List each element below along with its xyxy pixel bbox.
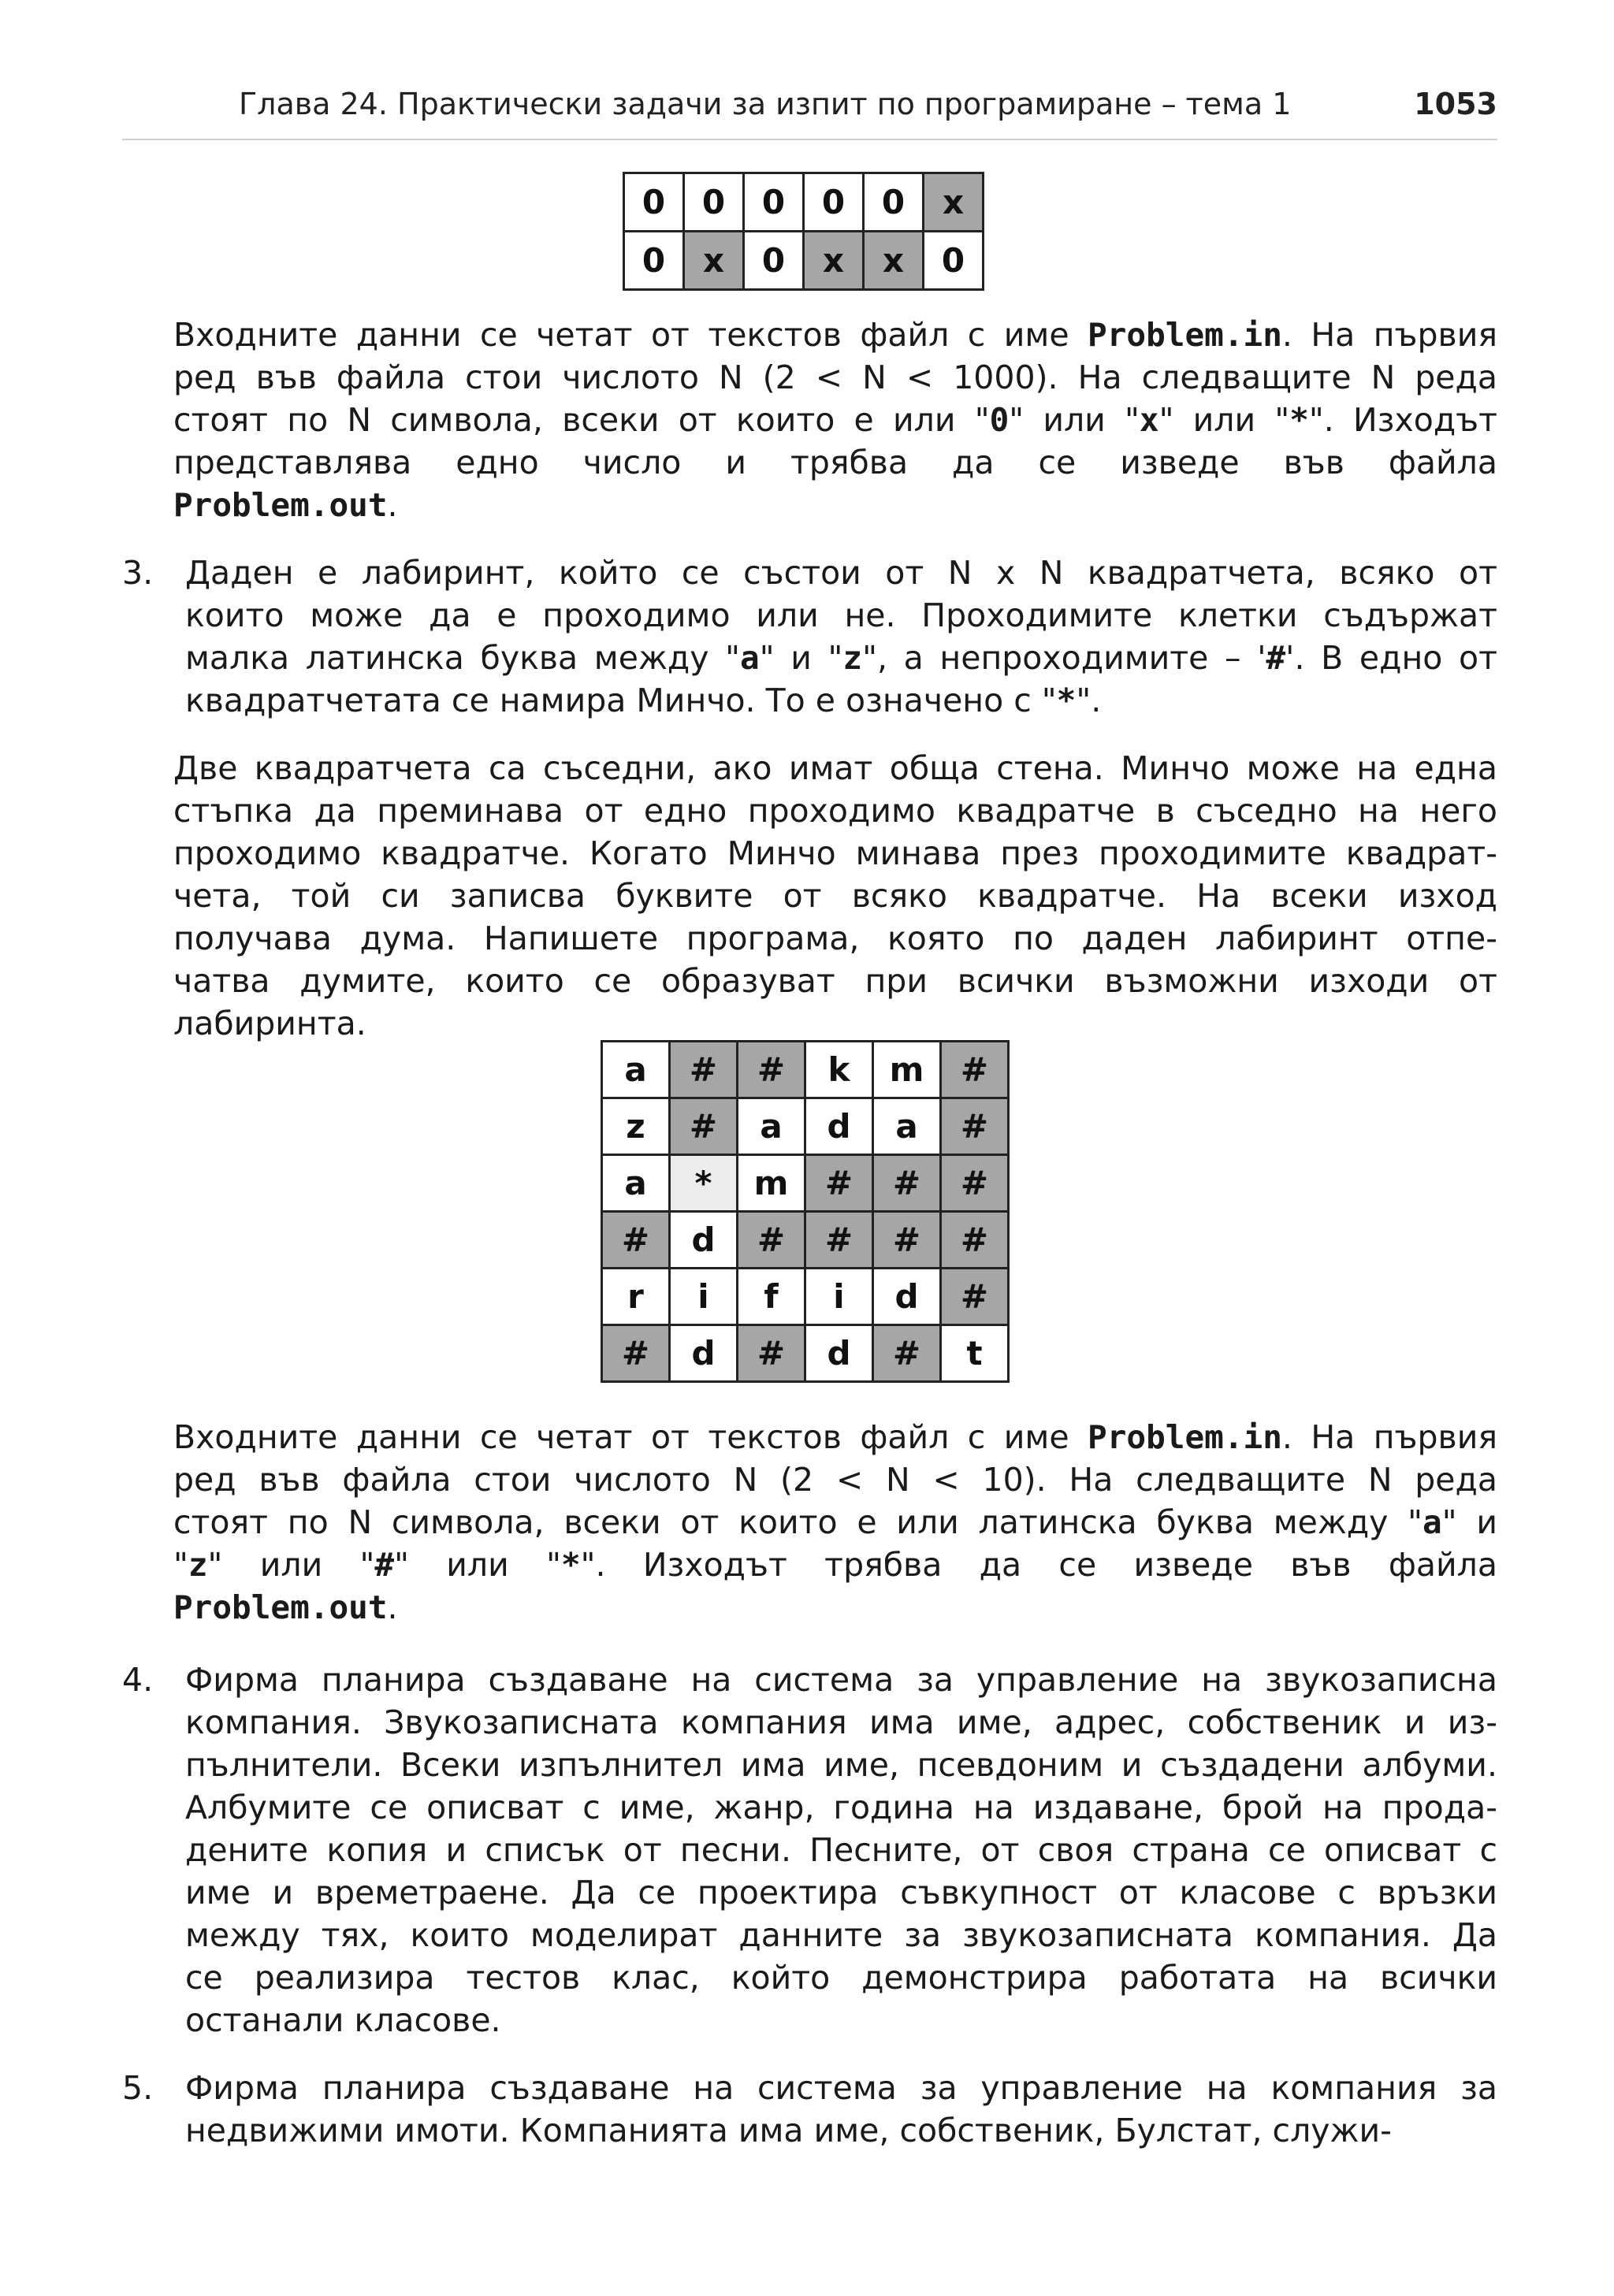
text-line xyxy=(185,1829,1497,1871)
text-line xyxy=(173,875,1497,917)
page-header xyxy=(122,82,1497,129)
grid-cell: x xyxy=(864,232,924,290)
text-line xyxy=(185,594,1497,637)
grid-cell: m xyxy=(873,1042,941,1098)
grid-cell: # xyxy=(670,1098,738,1155)
text-segment: . На първия xyxy=(1281,1418,1498,1456)
grid-cell: # xyxy=(941,1155,1009,1212)
grid-cell: 0 xyxy=(744,232,804,290)
text-segment: дените копия и списък от песни. Песните, от своя страна се описват с xyxy=(185,1831,1497,1869)
grid-cell: 0 xyxy=(744,173,804,232)
grid-cell: x xyxy=(684,232,744,290)
text-segment: " или " xyxy=(1009,401,1140,439)
grid-row xyxy=(624,232,984,290)
text-segment: '. В едно от xyxy=(1285,639,1497,677)
code-token: 0 xyxy=(989,401,1010,439)
text-line xyxy=(173,832,1497,875)
grid-cell: z xyxy=(602,1098,670,1155)
list-item-text xyxy=(185,552,1497,722)
code-token: Problem.in xyxy=(1088,316,1282,354)
text-segment: ". xyxy=(1076,682,1102,719)
list-item-number: 3. xyxy=(122,554,154,592)
grid-cell: # xyxy=(602,1325,670,1382)
code-token: Problem.in xyxy=(1088,1418,1282,1456)
grid-cell: 0 xyxy=(624,173,684,232)
text-segment: лабиринта. xyxy=(173,1005,366,1042)
text-line xyxy=(173,960,1497,1002)
text-line xyxy=(185,1914,1497,1956)
text-segment: " xyxy=(173,1546,188,1584)
page-number: 1053 xyxy=(1414,87,1497,121)
text-segment: останали класове. xyxy=(185,2001,501,2039)
text-segment: . xyxy=(387,1588,398,1626)
text-segment: ред във файла стои числото N (2 < N < 10). На следващите N реда xyxy=(173,1461,1497,1499)
code-token: z xyxy=(842,639,863,677)
grid-cell: a xyxy=(738,1098,805,1155)
grid-row xyxy=(602,1212,1009,1269)
grid-cell: 0 xyxy=(864,173,924,232)
code-token: # xyxy=(1266,639,1286,677)
grid-cell: # xyxy=(941,1098,1009,1155)
grid-cell: a xyxy=(602,1042,670,1098)
code-token: Problem.out xyxy=(173,1588,388,1626)
text-segment: стъпка да преминава от едно проходимо квадратче в съседно на него xyxy=(173,792,1497,830)
text-line xyxy=(185,2109,1497,2152)
text-segment: " и xyxy=(1441,1503,1497,1541)
text-segment: ". Изходът трябва да се изведе във файла xyxy=(580,1546,1498,1584)
text-segment: Фирма планира създаване на система за управление на звукозаписна xyxy=(185,1661,1497,1699)
grid-cell: # xyxy=(941,1042,1009,1098)
text-line xyxy=(173,1416,1497,1458)
grid-cell: # xyxy=(805,1212,873,1269)
text-line xyxy=(185,1786,1497,1829)
text-line xyxy=(173,917,1497,960)
text-segment: . На първия xyxy=(1281,316,1498,354)
text-segment: . xyxy=(387,486,398,524)
chapter-title: Глава 24. Практически задачи за изпит по програмиране – тема 1 xyxy=(239,87,1292,121)
text-segment: стоят по N символа, всеки от които е или латинска буква между " xyxy=(173,1503,1423,1541)
grid-row xyxy=(602,1098,1009,1155)
text-line xyxy=(173,1501,1497,1544)
grid-cell: # xyxy=(941,1269,1009,1325)
grid-cell: # xyxy=(670,1042,738,1098)
grid-cell: # xyxy=(805,1155,873,1212)
text-segment: представлява едно число и трябва да се изведе във файла xyxy=(173,444,1497,481)
text-line xyxy=(173,484,1497,526)
text-line xyxy=(185,552,1497,594)
text-segment: чатва думите, които се образуват при всички възможни изходи от xyxy=(173,962,1497,1000)
grid-row xyxy=(602,1325,1009,1382)
text-line xyxy=(185,637,1497,679)
grid-row xyxy=(602,1155,1009,1212)
maze-grid-example xyxy=(601,1040,1010,1383)
list-item-number: 5. xyxy=(122,2069,154,2107)
grid-cell: i xyxy=(805,1269,873,1325)
code-token: a xyxy=(740,639,760,677)
text-segment: се реализира тестов клас, който демонстрира работата на всички xyxy=(185,1959,1497,1997)
grid-cell: * xyxy=(670,1155,738,1212)
grid-cell: # xyxy=(873,1325,941,1382)
text-line xyxy=(185,2067,1497,2109)
grid-cell: 0 xyxy=(684,173,744,232)
grid-cell: # xyxy=(602,1212,670,1269)
code-token: * xyxy=(1289,401,1309,439)
code-token: * xyxy=(1056,682,1077,719)
text-segment: проходимо квадратче. Когато Минчо минава през проходимите квадрат- xyxy=(173,834,1497,872)
text-segment: " и " xyxy=(759,639,843,677)
code-token: x xyxy=(1139,401,1159,439)
text-line xyxy=(173,1458,1497,1501)
grid-cell: 0 xyxy=(624,232,684,290)
text-line xyxy=(185,679,1497,722)
grid-cell: # xyxy=(873,1155,941,1212)
text-line xyxy=(185,1956,1497,1999)
text-segment: недвижими имоти. Компанията има име, собственик, Булстат, служи- xyxy=(185,2112,1392,2149)
text-line xyxy=(185,1744,1497,1786)
text-line xyxy=(185,1999,1497,2042)
code-token: a xyxy=(1422,1503,1442,1541)
grid-cell: # xyxy=(738,1042,805,1098)
text-line xyxy=(173,1002,1497,1045)
text-line xyxy=(173,747,1497,789)
grid-row xyxy=(602,1269,1009,1325)
text-segment: ", а непроходимите – ' xyxy=(862,639,1266,677)
grid-cell: x xyxy=(924,173,984,232)
text-segment: Даден е лабиринт, който се състои от N x N квадратчета, всяко от xyxy=(185,554,1497,592)
text-line xyxy=(185,1659,1497,1701)
text-line xyxy=(185,1871,1497,1914)
text-line xyxy=(173,1586,1497,1629)
text-segment: " или " xyxy=(207,1546,375,1584)
text-segment: " или " xyxy=(1158,401,1290,439)
text-segment: Две квадратчета са съседни, ако имат обща стена. Минчо може на една xyxy=(173,749,1497,787)
grid-cell: d xyxy=(805,1098,873,1155)
text-segment: получава дума. Напишете програма, която по даден лабиринт отпе- xyxy=(173,920,1497,957)
text-segment: Фирма планира създаване на система за управление на компания за xyxy=(185,2069,1497,2107)
grid-cell: # xyxy=(738,1325,805,1382)
grid-cell: a xyxy=(602,1155,670,1212)
paragraph-maze-description xyxy=(173,747,1497,1045)
paragraph-input-description-1 xyxy=(173,314,1497,526)
binary-grid-example xyxy=(623,172,984,291)
grid-cell: # xyxy=(738,1212,805,1269)
header-divider xyxy=(122,139,1497,140)
grid-cell: k xyxy=(805,1042,873,1098)
grid-cell: a xyxy=(873,1098,941,1155)
text-line xyxy=(173,789,1497,832)
grid-cell: d xyxy=(670,1325,738,1382)
code-token: Problem.out xyxy=(173,486,388,524)
list-item-text xyxy=(185,1659,1497,2042)
text-line xyxy=(173,356,1497,399)
grid-row xyxy=(602,1042,1009,1098)
text-segment: Входните данни се четат от текстов файл с име xyxy=(173,1418,1088,1456)
text-segment: име и времетраене. Да се проектира съвкупност от класове с връзки xyxy=(185,1874,1497,1911)
text-segment: " или " xyxy=(394,1546,561,1584)
grid-cell: i xyxy=(670,1269,738,1325)
grid-cell: d xyxy=(670,1212,738,1269)
text-segment: квадратчетата се намира Минчо. То е означено с " xyxy=(185,682,1057,719)
grid-cell: # xyxy=(941,1212,1009,1269)
grid-cell: d xyxy=(873,1269,941,1325)
grid-cell: f xyxy=(738,1269,805,1325)
text-segment: стоят по N символа, всеки от които е или " xyxy=(173,401,990,439)
text-segment: ред във файла стои числото N (2 < N < 1000). На следващите N реда xyxy=(173,359,1497,396)
text-line xyxy=(185,1701,1497,1744)
text-segment: ". Изходът xyxy=(1308,401,1498,439)
text-line xyxy=(173,441,1497,484)
grid-cell: t xyxy=(941,1325,1009,1382)
text-segment: които може да е проходимо или не. Проходимите клетки съдържат xyxy=(185,596,1497,634)
grid-cell: r xyxy=(602,1269,670,1325)
list-item-text xyxy=(185,2067,1497,2152)
code-token: * xyxy=(560,1546,581,1584)
text-segment: Албумите се описват с име, жанр, година на издаване, брой на прода- xyxy=(185,1789,1497,1826)
text-segment: чета, той си записва буквите от всяко квадратче. На всеки изход xyxy=(173,877,1497,915)
code-token: # xyxy=(374,1546,395,1584)
grid-cell: x xyxy=(804,232,864,290)
grid-cell: m xyxy=(738,1155,805,1212)
paragraph-input-description-2 xyxy=(173,1416,1497,1629)
grid-cell: d xyxy=(805,1325,873,1382)
grid-row xyxy=(624,173,984,232)
grid-cell: 0 xyxy=(804,173,864,232)
text-line xyxy=(173,1544,1497,1586)
text-line xyxy=(173,314,1497,356)
grid-cell: # xyxy=(873,1212,941,1269)
text-line xyxy=(173,399,1497,441)
text-segment: пълнители. Всеки изпълнител има име, псевдоним и създадени албуми. xyxy=(185,1746,1497,1784)
grid-cell: 0 xyxy=(924,232,984,290)
text-segment: Входните данни се четат от текстов файл с име xyxy=(173,316,1088,354)
text-segment: между тях, които моделират данните за звукозаписната компания. Да xyxy=(185,1916,1497,1954)
text-segment: малка латинска буква между " xyxy=(185,639,741,677)
code-token: z xyxy=(188,1546,208,1584)
text-segment: компания. Звукозаписната компания има име, адрес, собственик и из- xyxy=(185,1703,1497,1741)
list-item-number: 4. xyxy=(122,1661,154,1699)
